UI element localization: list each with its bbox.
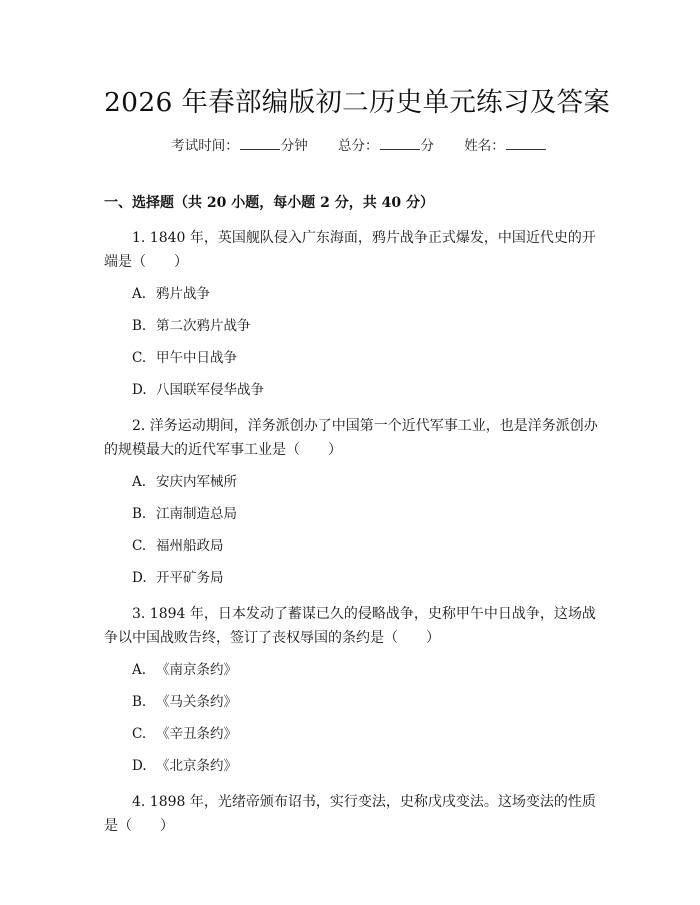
option-letter: A. bbox=[132, 474, 147, 490]
total-score-label: 总分： bbox=[338, 138, 379, 154]
option-a bbox=[104, 470, 598, 494]
option-letter: A. bbox=[132, 662, 147, 678]
option-letter: D. bbox=[132, 382, 147, 398]
question-stem: 2. 洋务运动期间，洋务派创办了中国第一个近代军事工业，也是洋务派创办的规模最大的近代军事工业是（ ） bbox=[104, 418, 598, 458]
question-stem: 4. 1898 年，光绪帝颁布诏书，实行变法，史称戊戌变法。这场变法的性质是（ ） bbox=[104, 794, 596, 834]
option-d bbox=[104, 754, 598, 778]
student-name-label: 姓名： bbox=[464, 138, 505, 154]
option-a bbox=[104, 658, 598, 682]
option-list bbox=[104, 282, 598, 402]
question-stem: 1. 1840 年，英国舰队侵入广东海面，鸦片战争正式爆发，中国近代史的开端是（ ） bbox=[104, 230, 596, 270]
student-name-blank bbox=[506, 134, 546, 150]
option-text: 开平矿务局 bbox=[156, 570, 224, 586]
option-c bbox=[104, 346, 598, 370]
question-stem: 3. 1894 年，日本发动了蓄谋已久的侵略战争，史称甲午中日战争，这场战争以中国战败告终，签订了丧权辱国的条约是（ ） bbox=[104, 606, 596, 646]
option-b bbox=[104, 690, 598, 714]
option-text: 安庆内军械所 bbox=[156, 474, 237, 490]
option-b bbox=[104, 502, 598, 526]
option-letter: D. bbox=[132, 758, 147, 774]
option-text: 鸦片战争 bbox=[156, 286, 210, 302]
option-letter: C. bbox=[132, 350, 147, 366]
question-4 bbox=[104, 790, 598, 838]
option-letter: B. bbox=[132, 318, 147, 334]
total-score-blank bbox=[380, 134, 420, 150]
option-a bbox=[104, 282, 598, 306]
option-text: 甲午中日战争 bbox=[156, 350, 237, 366]
option-d bbox=[104, 566, 598, 590]
total-score-unit: 分 bbox=[420, 138, 434, 154]
exam-time-label: 考试时间： bbox=[171, 138, 239, 154]
option-text: 《马关条约》 bbox=[156, 694, 237, 710]
option-d bbox=[104, 378, 598, 402]
option-text: 《辛丑条约》 bbox=[156, 726, 237, 742]
exam-time-blank bbox=[240, 134, 280, 150]
option-text: 福州船政局 bbox=[156, 538, 224, 554]
option-list bbox=[104, 658, 598, 778]
option-text: 江南制造总局 bbox=[156, 506, 237, 522]
option-c bbox=[104, 534, 598, 558]
student-name-field bbox=[464, 134, 547, 157]
option-letter: A. bbox=[132, 286, 147, 302]
option-text: 第二次鸦片战争 bbox=[156, 318, 251, 334]
total-score-field bbox=[338, 134, 434, 157]
section-heading: 一、选择题（共 20 小题，每小题 2 分，共 40 分） bbox=[104, 195, 434, 211]
option-c bbox=[104, 722, 598, 746]
option-text: 八国联军侵华战争 bbox=[156, 382, 264, 398]
question-2 bbox=[104, 414, 598, 590]
page-title: 2026 年春部编版初二历史单元练习及答案 bbox=[104, 87, 611, 118]
option-letter: C. bbox=[132, 538, 147, 554]
option-letter: B. bbox=[132, 506, 147, 522]
option-letter: C. bbox=[132, 726, 147, 742]
exam-info-line bbox=[104, 134, 598, 156]
option-letter: B. bbox=[132, 694, 147, 710]
option-text: 《南京条约》 bbox=[156, 662, 237, 678]
option-list bbox=[104, 470, 598, 590]
exam-time-unit: 分钟 bbox=[280, 138, 308, 154]
option-b bbox=[104, 314, 598, 338]
option-letter: D. bbox=[132, 570, 147, 586]
question-3 bbox=[104, 602, 598, 778]
option-text: 《北京条约》 bbox=[156, 758, 237, 774]
question-1 bbox=[104, 226, 598, 402]
exam-time-field bbox=[171, 134, 308, 157]
